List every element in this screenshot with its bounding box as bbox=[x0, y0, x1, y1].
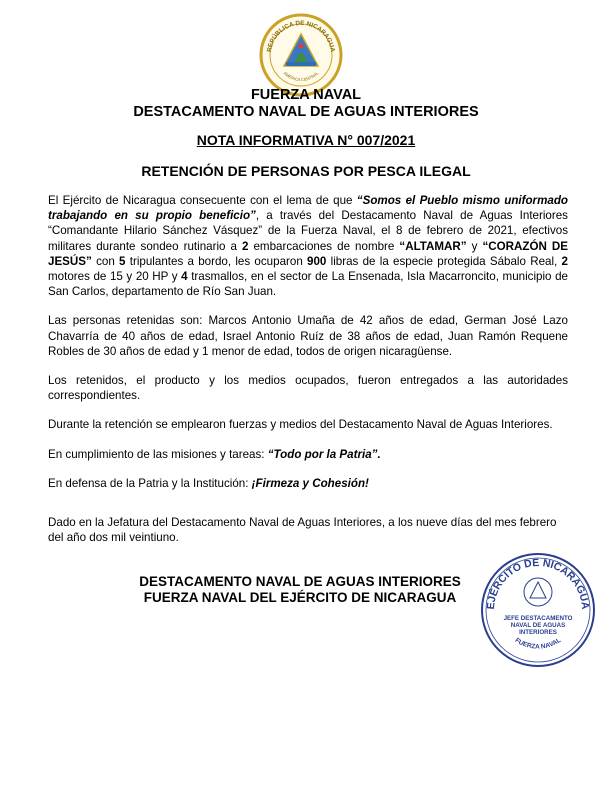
signature-block bbox=[90, 574, 510, 606]
boat-name-2: “CORAZÓN DE JESÚS” bbox=[48, 239, 568, 268]
signature-line-2: FUERZA NAVAL DEL EJÉRCITO DE NICARAGUA bbox=[143, 590, 457, 605]
p1-text-7: libras de la especie protegida Sábalo Real, bbox=[326, 254, 562, 268]
header-fuerza-naval: FUERZA NAVAL bbox=[250, 87, 362, 103]
p1-text-9: trasmallos, en el sector de La Ensenada, Isla Macarroncito, municipio de San Carlos, departamento de Río San Juan. bbox=[48, 270, 568, 299]
stamp-ring-bottom: FUERZA NAVAL bbox=[513, 636, 563, 651]
paragraph-6 bbox=[48, 476, 568, 491]
paragraph-7: Dado en la Jefatura del Destacamento Naval de Aguas Interiores, a los nueve días del mes febrero del año dos mil veintiuno. bbox=[48, 516, 557, 545]
army-motto: “Somos el Pueblo mismo uniformado trabajando en su propio beneficio” bbox=[48, 194, 568, 223]
stamp-center-line-1: JEFE DESTACAMENTO bbox=[503, 615, 573, 622]
paragraph-2: Las personas retenidas son: Marcos Antonio Umaña de 42 años de edad, German José Lazo Chavarría de 40 años de edad, Israel Antonio Ruíz de 38 años de edad, Juan Ramón Requene Robles de 30 años de edad y 1 menor de edad, todos de origen nicaragüense. bbox=[48, 314, 568, 358]
todo-por-la-patria-motto: “Todo por la Patria”. bbox=[267, 447, 381, 461]
nota-number: NOTA INFORMATIVA N° 007/2021 bbox=[196, 132, 416, 148]
stamp-ring-top: EJÉRCITO DE NICARAGUA bbox=[484, 556, 592, 610]
svg-text:EJÉRCITO DE NICARAGUA bbox=[485, 557, 591, 610]
stamp-center-line-2: NAVAL DE AGUAS bbox=[510, 622, 566, 629]
motor-count: 2 bbox=[561, 254, 568, 268]
paragraph-1 bbox=[48, 193, 568, 299]
p1-text-6: tripulantes a bordo, les ocuparon bbox=[125, 254, 308, 268]
boat-count: 2 bbox=[242, 239, 249, 253]
subject-heading: RETENCIÓN DE PERSONAS POR PESCA ILEGAL bbox=[141, 163, 471, 179]
crew-count: 5 bbox=[119, 254, 126, 268]
paragraph-5 bbox=[48, 447, 568, 462]
header-destacamento: DESTACAMENTO NAVAL DE AGUAS INTERIORES bbox=[133, 104, 479, 120]
emblem-bottom-text: AMÉRICA CENTRAL bbox=[282, 70, 320, 83]
p6-text: En defensa de la Patria y la Institución: bbox=[48, 476, 252, 490]
document-body bbox=[48, 193, 568, 559]
stamp-center-line-3: INTERIORES bbox=[519, 629, 557, 636]
pounds-count: 900 bbox=[307, 254, 327, 268]
firmeza-cohesion-motto: ¡Firmeza y Cohesión! bbox=[251, 476, 369, 490]
svg-text:FUERZA NAVAL bbox=[514, 637, 563, 651]
p1-text-1: El Ejército de Nicaragua consecuente con el lema de que bbox=[48, 194, 357, 207]
boat-name-1: “ALTAMAR” bbox=[399, 239, 467, 253]
signature-line-1: DESTACAMENTO NAVAL DE AGUAS INTERIORES bbox=[139, 574, 461, 589]
p1-text-8: motores de 15 y 20 HP y bbox=[48, 270, 182, 284]
official-stamp bbox=[478, 550, 598, 670]
nicaragua-coat-of-arms-icon bbox=[258, 12, 344, 98]
p1-text-2: , a través del Destacamento Naval de Aguas Interiores “Comandante Hilario Sánchez Vásquez” de la Fuerza Naval, el 8 de febrero de 2021, efectivos militares durante sondeo rutinario a bbox=[48, 209, 568, 253]
paragraph-3: Los retenidos, el producto y los medios ocupados, fueron entregados a las autoridades correspondientes. bbox=[48, 374, 568, 403]
net-count: 4 bbox=[181, 270, 188, 284]
p1-text-5: con bbox=[91, 254, 120, 268]
emblem-ring-text: REPÚBLICA DE NICARAGUA bbox=[266, 19, 336, 53]
nota-informativa-title bbox=[0, 132, 612, 148]
paragraph-4: Durante la retención se emplearon fuerzas y medios del Destacamento Naval de Aguas Interiores. bbox=[48, 418, 553, 432]
p5-text: En cumplimiento de las misiones y tareas: bbox=[48, 447, 268, 461]
p1-text-4: y bbox=[466, 239, 483, 253]
p1-text-3: embarcaciones de nombre bbox=[248, 239, 400, 253]
